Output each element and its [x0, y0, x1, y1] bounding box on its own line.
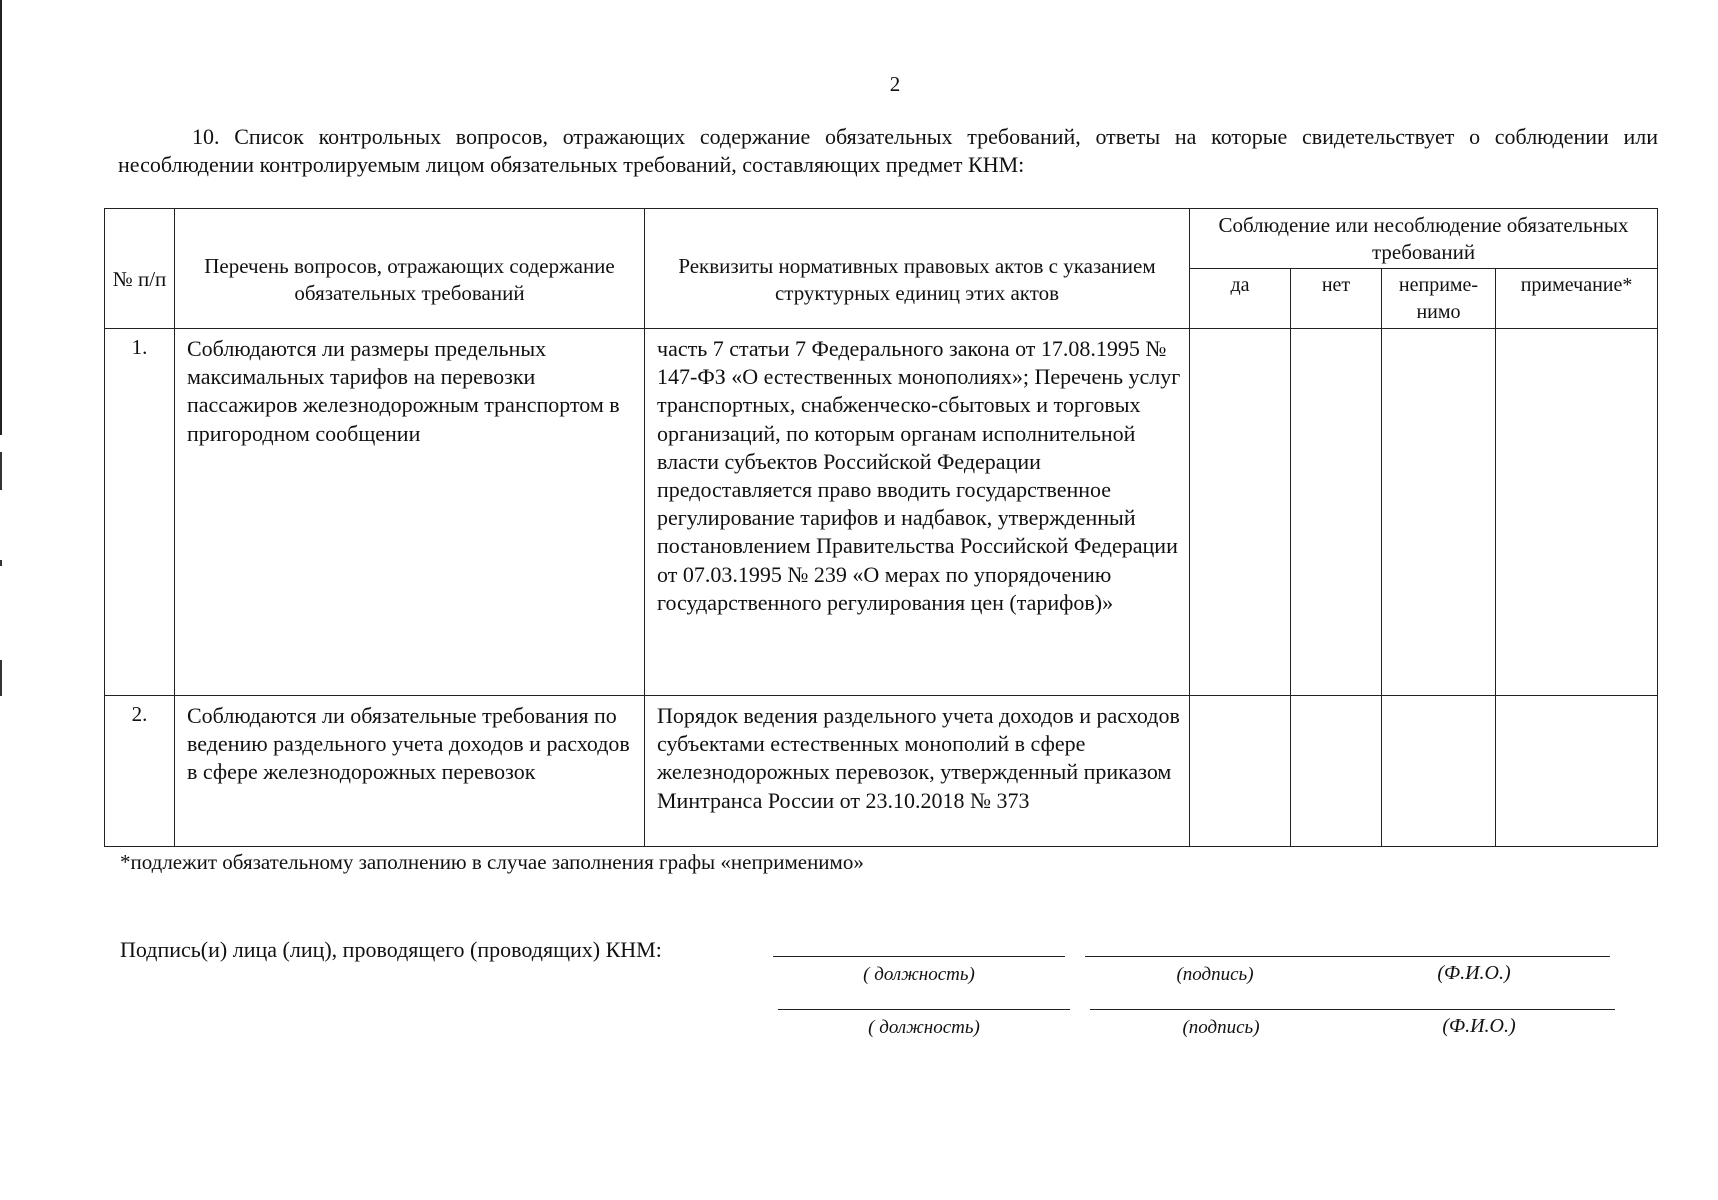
row-number: 1.	[105, 329, 175, 696]
row-question: Соблюдаются ли обязательные требования по ведению раздельного учета доходов и расходов в сфере железнодорожных перевозок	[175, 696, 645, 847]
scan-left-edge-mark	[0, 452, 2, 490]
signature-line[interactable]	[1085, 956, 1345, 957]
scan-left-edge-line	[0, 0, 2, 435]
checklist-table	[104, 208, 1658, 847]
header-yes: да	[1190, 269, 1291, 329]
row-number: 2.	[105, 696, 175, 847]
position-caption: ( должность)	[863, 964, 975, 985]
header-questions: Перечень вопросов, отражающих содержание обязательных требований	[175, 209, 645, 329]
section-10-intro: 10. Список контрольных вопросов, отражающих содержание обязательных требований, ответы на которые свидетельствует о соблюдении или несоблюдении контролируемым лицом обязательных требований, составляющих предмет КНМ:	[118, 124, 1658, 177]
header-no: нет	[1291, 269, 1382, 329]
signature-caption: (подпись)	[1182, 1017, 1260, 1038]
table-row	[105, 696, 1658, 847]
cell-no[interactable]	[1291, 696, 1382, 847]
header-compliance-group: Соблюдение или несоблюдение обязательных требований	[1190, 209, 1658, 269]
row-question: Соблюдаются ли размеры предельных максимальных тарифов на перевозки пассажиров железнодорожным транспортом в пригородном сообщении	[175, 329, 645, 696]
name-line[interactable]	[1343, 1009, 1615, 1010]
cell-not-applicable[interactable]	[1382, 329, 1496, 696]
position-line[interactable]	[773, 956, 1065, 957]
header-acts: Реквизиты нормативных правовых актов с указанием структурных единиц этих актов	[645, 209, 1190, 329]
row-legal-act: часть 7 статьи 7 Федерального закона от 17.08.1995 № 147-ФЗ «О естественных монополиях»; Перечень услуг транспортных, снабженческо-сбытовых и торговых организаций, по которым органам исполнительной власти субъектов Российской Федерации предоставляется право вводить государственное регулирование тарифов и надбавок, утвержденный постановлением Правительства Российской Федерации от 07.03.1995 № 239 «О мерах по упорядочению государственного регулирования цен (тарифов)»	[645, 329, 1190, 696]
row-legal-act: Порядок ведения раздельного учета доходов и расходов субъектами естественных монополий в сфере железнодорожных перевозок, утвержденный приказом Минтранса России от 23.10.2018 № 373	[645, 696, 1190, 847]
cell-not-applicable[interactable]	[1382, 696, 1496, 847]
position-caption: ( должность)	[868, 1017, 980, 1038]
position-line[interactable]	[778, 1009, 1070, 1010]
scan-left-edge-mark	[0, 560, 2, 566]
cell-note[interactable]	[1496, 696, 1658, 847]
signature-caption: (подпись)	[1176, 964, 1254, 985]
name-line[interactable]	[1338, 956, 1610, 957]
cell-yes[interactable]	[1190, 696, 1291, 847]
signature-line[interactable]	[1090, 1009, 1352, 1010]
header-note: примечание*	[1496, 269, 1658, 329]
header-num: № п/п	[105, 209, 175, 329]
name-caption: (Ф.И.О.)	[1442, 1015, 1516, 1037]
cell-note[interactable]	[1496, 329, 1658, 696]
scan-left-edge-mark	[0, 660, 2, 696]
page-number: 2	[889, 72, 901, 96]
table-row	[105, 329, 1658, 696]
footnote: *подлежит обязательному заполнению в случае заполнения графы «неприменимо»	[120, 850, 864, 874]
cell-yes[interactable]	[1190, 329, 1291, 696]
cell-no[interactable]	[1291, 329, 1382, 696]
name-caption: (Ф.И.О.)	[1437, 962, 1511, 984]
signature-label: Подпись(и) лица (лиц), проводящего (проводящих) КНМ:	[120, 937, 662, 962]
header-not-applicable: неприме-нимо	[1382, 269, 1496, 329]
